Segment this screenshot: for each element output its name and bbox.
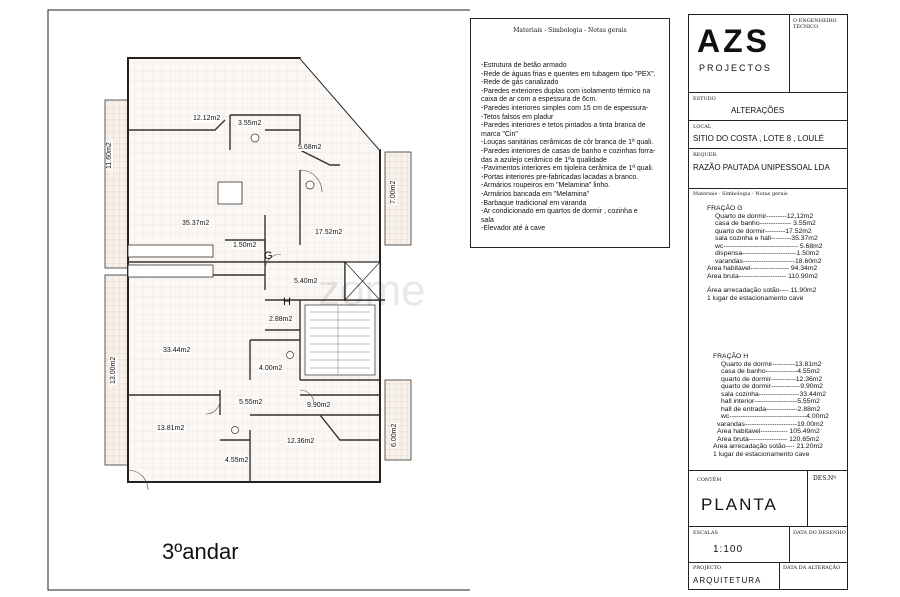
note-item: das a azulejo cerâmico de 1ªa qualidade [481, 156, 607, 164]
balcony-left-top [105, 100, 128, 268]
note-item: -Barbaque tradicional em varanda [481, 199, 587, 207]
fracao-h-line: wc----------------------------------4.00m2 [721, 413, 829, 420]
fracao-g-line: Quarto de dormir---------12,12m2 [715, 212, 814, 220]
fracao-h [713, 353, 829, 458]
fracao-g-line [707, 280, 823, 287]
fracao-h-line: quarto de dormir-----------12.36m2 [721, 375, 823, 383]
logo-row [689, 15, 847, 93]
note-item: -Elevador até à cave [481, 225, 546, 233]
contem-value: PLANTA [701, 495, 778, 514]
kitchen-counter-h [128, 265, 213, 277]
fracao-h-line: quarto de dormir-------------9.90m2 [721, 383, 823, 390]
fracao-g-line: Area habitavel----------------- 94.34m2 [707, 265, 818, 272]
data-desenho-label: DATA DO DESENHO [793, 530, 846, 536]
fracao-h-line: Area habitavel------------ 105.49m2 [717, 428, 820, 435]
note-item: -Paredes interiores simples com 15 cm de espessura- [481, 104, 649, 112]
projecto-row [689, 563, 847, 590]
fracao-h-line: varandas-----------------------19.00m2 [717, 420, 824, 428]
fracao-g-line: dispensa------------------------1.50m2 [715, 250, 820, 257]
estudo-value: ALTERAÇÕES [731, 106, 785, 115]
projecto-label: PROJECTO [693, 565, 722, 571]
notes-heading: Materiais - Simbologia - Notas gerais [513, 27, 627, 34]
note-item: -Tetos falsos em pladur [481, 113, 554, 121]
fracao-g-line: FRAÇÃO G [707, 205, 743, 212]
fracao-h-line: casa de banho--------------4.55m2 [721, 368, 820, 375]
room-label-h-hall: 5.55m2 [239, 399, 263, 406]
note-item: -Armários roupeiros em "Melamina" linho. [481, 182, 611, 190]
fracao-h-line: hall de entrada--------------2.88m2 [721, 405, 821, 413]
note-item: -Estrutura de betão armado [481, 62, 567, 69]
local-value: SITIO DO COSTA , LOTE 8 , LOULÉ [693, 134, 824, 143]
fracao-g-line: casa de banho-------------- 3.55m2 [715, 220, 816, 227]
floor-label: 3ºandar [162, 539, 239, 564]
projecto-value: ARQUITETURA [693, 576, 762, 585]
room-label-g-living: 35.37m2 [182, 220, 210, 227]
room-label-h-bedroom1: 13.81m2 [157, 425, 185, 432]
fracao-h-line: Area bruta----------------- 120.65m2 [717, 435, 820, 443]
requer-row [689, 149, 847, 189]
watermark: zome [318, 266, 426, 315]
room-label-h-wc: 4.00m2 [259, 365, 283, 372]
note-item: -Paredes interiores e tetos pintados a tinta branca de [481, 122, 646, 130]
room-label-h-balcony-left: 13.00m2 [110, 356, 117, 384]
areas-row [689, 189, 847, 471]
note-item: -Paredes interiores de casas de banho e cozinhas forra- [481, 147, 656, 155]
fracao-h-line: Quarto de dormir----------13.81m2 [721, 360, 822, 368]
title-block [688, 14, 848, 590]
marker-g: G [264, 250, 273, 262]
fracao-h-line: sala cozinha------------------33.44m2 [721, 390, 826, 398]
note-item: -Rede de águas frias e quentes em tubagem tipo "PEX". [481, 70, 656, 78]
fracao-g-line: quarto de dormir---------17.52m2 [715, 227, 812, 235]
note-item: -Rede de gás canalizado [481, 79, 559, 87]
room-label-h-entry: 2.88m2 [269, 316, 293, 323]
fracao-g-line: Area bruta--------------------- 110.90m2 [707, 272, 818, 280]
estudo-row [689, 93, 847, 121]
fracao-g-line: varandas-----------------------18.60m2 [715, 257, 822, 265]
balcony-right-top [385, 152, 411, 245]
estudo-label: ESTUDO [693, 96, 716, 102]
escala-value: 1:100 [713, 544, 744, 555]
room-label-g-bedroom1: 12.12m2 [193, 115, 221, 122]
note-item: marca "Cin" [481, 130, 518, 138]
logo-main: AZS [697, 23, 770, 59]
requer-label: REQUER. [693, 152, 718, 158]
escalas-label: ESCALAS [693, 530, 718, 536]
engineer-label: O ENGENHEIRO TÉCNICO [793, 18, 837, 30]
fracao-g-line: wc--------------------------------- 5.68m2 [715, 242, 823, 250]
note-item: -Armários bancada em "Melamina" [481, 190, 590, 198]
room-label-g-wc: 5.68m2 [298, 144, 322, 151]
room-label-h-bathroom: 4.55m2 [225, 457, 249, 464]
room-label-g-balcony-left: 11.60m2 [106, 142, 113, 169]
dining-table [218, 182, 242, 204]
contem-label: CONTÊM [697, 477, 722, 483]
kitchen-counter-g [128, 245, 213, 257]
room-label-g-bedroom2: 17.52m2 [315, 229, 343, 236]
room-label-hall: 5.40m2 [294, 278, 318, 285]
requer-value: RAZÃO PAUTADA UNIPESSOAL LDA [693, 163, 830, 172]
fracao-h-line: Area arrecadação sotão---- 21.20m2 [713, 443, 823, 450]
stairwell [305, 305, 375, 375]
note-item: sala [481, 216, 494, 224]
data-alteracao-label: DATA DA ALTERAÇÃO [783, 565, 841, 571]
room-label-g-balcony-right: 7.00m2 [390, 180, 397, 204]
escalas-row [689, 527, 847, 563]
logo-sub: PROJECTOS [699, 63, 772, 73]
room-label-h-living: 33.44m2 [163, 347, 191, 354]
local-row [689, 121, 847, 149]
fracao-g-line: sala cozinha e hall---------35.37m2 [715, 235, 818, 242]
notes-list [481, 62, 669, 234]
note-item: -Paredes exteriores duplas com isolamento térmico na [481, 87, 651, 95]
room-label-g-pantry: 1.50m2 [233, 242, 257, 249]
note-item: -Louças sanitárias cerâmicas de côr branca de 1ª quali. [481, 139, 654, 147]
fracao-g-line: Área arrecadação sotão---- 11.90m2 [707, 287, 817, 294]
balcony-right-bottom [385, 380, 411, 460]
room-label-h-balcony-right: 6.00m2 [391, 423, 398, 447]
contem-row [689, 471, 847, 527]
fracao-g [707, 205, 823, 302]
fracao-h-line: FRAÇÃO H [713, 353, 749, 360]
room-label-h-bedroom3: 9.90m2 [307, 402, 331, 409]
marker-h: H [283, 296, 291, 308]
areas-notes-label: Materiais - Simbologia - Notas gerais [693, 191, 788, 197]
des-label: DES.Nº [813, 475, 837, 482]
room-label-g-bathroom: 3.55m2 [238, 120, 262, 127]
note-item: -Ar condicionado em quartos de dormir , cozinha e [481, 208, 638, 216]
fracao-h-line: 1 lugar de estacionamento cave [713, 450, 810, 458]
note-item: -Portas interiores pre-fabricadas lacadas a branco. [481, 173, 639, 181]
general-notes-box [470, 18, 670, 248]
note-item: -Pavimentos interiores em tijoleira cerâmica de 1ª quali. [481, 165, 654, 173]
local-label: LOCAL [693, 124, 712, 130]
fracao-h-line: hall interior-------------------5.55m2 [721, 398, 820, 405]
room-label-h-bedroom2: 12.36m2 [287, 438, 315, 445]
note-item: caixa de ar com a espessura de 6cm. [481, 96, 598, 104]
fracao-g-line: 1 lugar de estacionamento cave [707, 294, 804, 302]
